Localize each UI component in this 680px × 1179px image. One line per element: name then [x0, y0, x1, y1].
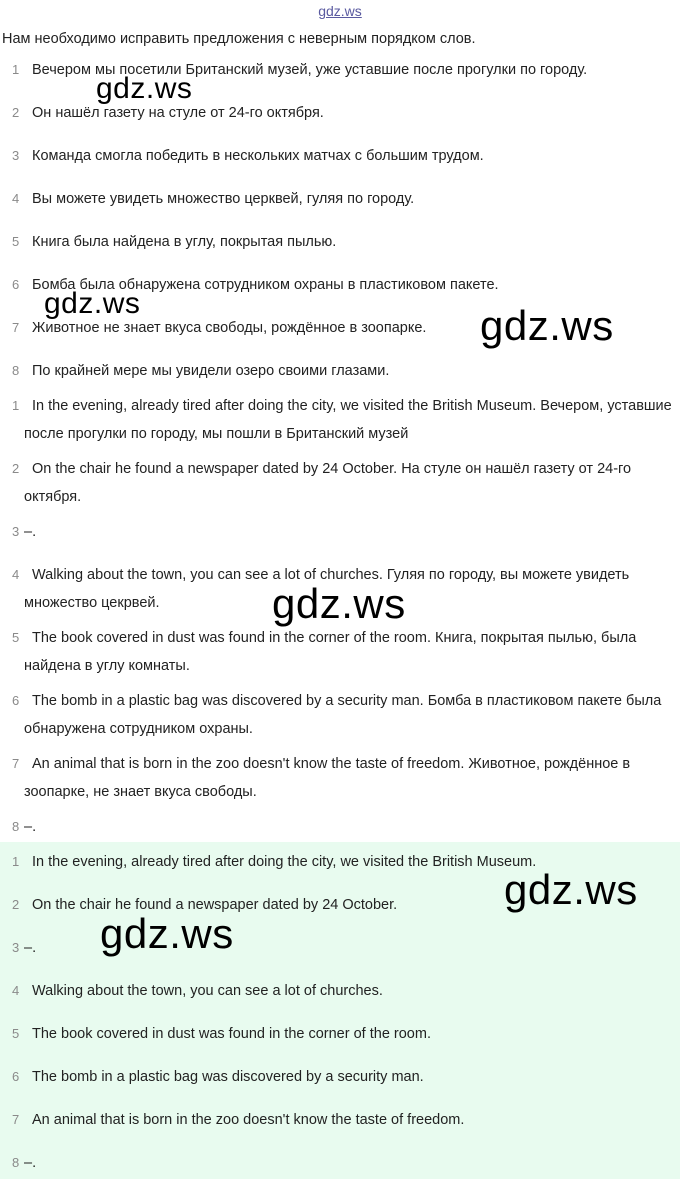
item-number: 2 [12, 105, 20, 120]
item-text: –. [24, 819, 37, 835]
item-number: 5 [12, 234, 20, 249]
item-number: 3 [12, 148, 20, 163]
item-number: 1 [12, 398, 20, 413]
item-number: 8 [12, 363, 20, 378]
item-number: 7 [12, 320, 20, 335]
item-text: In the evening, already tired after doing the city, we visited the British Museum. [32, 854, 537, 870]
item-number: 1 [12, 854, 20, 869]
item-text: Вы можете увидеть множество церквей, гуляя по городу. [32, 191, 415, 207]
task-intro: Нам необходимо исправить предложения с неверным порядком слов. [2, 31, 476, 47]
item-text: The book covered in dust was found in the corner of the room. Книга, покрытая пылью, была найдена в углу комнаты. [24, 630, 637, 674]
item-text: –. [24, 524, 37, 540]
item-number: 5 [12, 1026, 20, 1041]
item-number: 7 [12, 1112, 20, 1127]
watermark: gdz.ws [96, 72, 193, 105]
item-number: 6 [12, 277, 20, 292]
item-number: 6 [12, 693, 20, 708]
item-text: Walking about the town, you can see a lot of churches. [32, 983, 383, 999]
item-text: An animal that is born in the zoo doesn't know the taste of freedom. Животное, рождённое в зоопарке, не знает вкуса свободы. [24, 756, 631, 800]
item-number: 2 [12, 897, 20, 912]
item-text: On the chair he found a newspaper dated by 24 October. На стуле он нашёл газету от 24-го октября. [24, 461, 632, 505]
item-text: The bomb in a plastic bag was discovered by a security man. [32, 1069, 424, 1085]
item-text: Команда смогла победить в нескольких матчах с большим трудом. [32, 148, 484, 164]
item-text: Животное не знает вкуса свободы, рождённое в зоопарке. [32, 320, 427, 336]
item-text: An animal that is born in the zoo doesn't know the taste of freedom. [32, 1112, 465, 1128]
watermark: gdz.ws [100, 910, 234, 957]
watermark: gdz.ws [44, 287, 141, 320]
item-text: In the evening, already tired after doing the city, we visited the British Museum. Вечером, уставшие после прогулки по городу, мы пошли в Британский музей [24, 398, 672, 442]
item-number: 2 [12, 461, 20, 476]
item-text: Бомба была обнаружена сотрудником охраны в пластиковом пакете. [32, 277, 499, 293]
site-link[interactable]: gdz.ws [318, 3, 362, 19]
item-number: 8 [12, 819, 20, 834]
item-text: Вечером мы посетили Британский музей, уже уставшие после прогулки по городу. [32, 62, 588, 78]
watermark: gdz.ws [272, 580, 406, 627]
item-text: По крайней мере мы увидели озеро своими глазами. [32, 363, 390, 379]
item-text: The bomb in a plastic bag was discovered by a security man. Бомба в пластиковом пакете была обнаружена сотрудником охраны. [24, 693, 662, 737]
item-text: Книга была найдена в углу, покрытая пылью. [32, 234, 337, 250]
item-text: Он нашёл газету на стуле от 24-го октября. [32, 105, 324, 121]
item-text: –. [24, 1155, 37, 1171]
watermark: gdz.ws [504, 866, 638, 913]
item-number: 4 [12, 983, 20, 998]
item-number: 6 [12, 1069, 20, 1084]
item-number: 1 [12, 62, 20, 77]
item-text: Walking about the town, you can see a lot of churches. Гуляя по городу, вы можете увидеть множество цекрвей. [24, 567, 630, 611]
watermark: gdz.ws [480, 302, 614, 349]
item-number: 8 [12, 1155, 20, 1170]
item-number: 5 [12, 630, 20, 645]
item-text: –. [24, 940, 37, 956]
item-number: 7 [12, 756, 20, 771]
item-text: The book covered in dust was found in the corner of the room. [32, 1026, 431, 1042]
item-text: On the chair he found a newspaper dated by 24 October. [32, 897, 398, 913]
item-number: 3 [12, 524, 20, 539]
item-number: 4 [12, 567, 20, 582]
item-number: 3 [12, 940, 20, 955]
item-number: 4 [12, 191, 20, 206]
